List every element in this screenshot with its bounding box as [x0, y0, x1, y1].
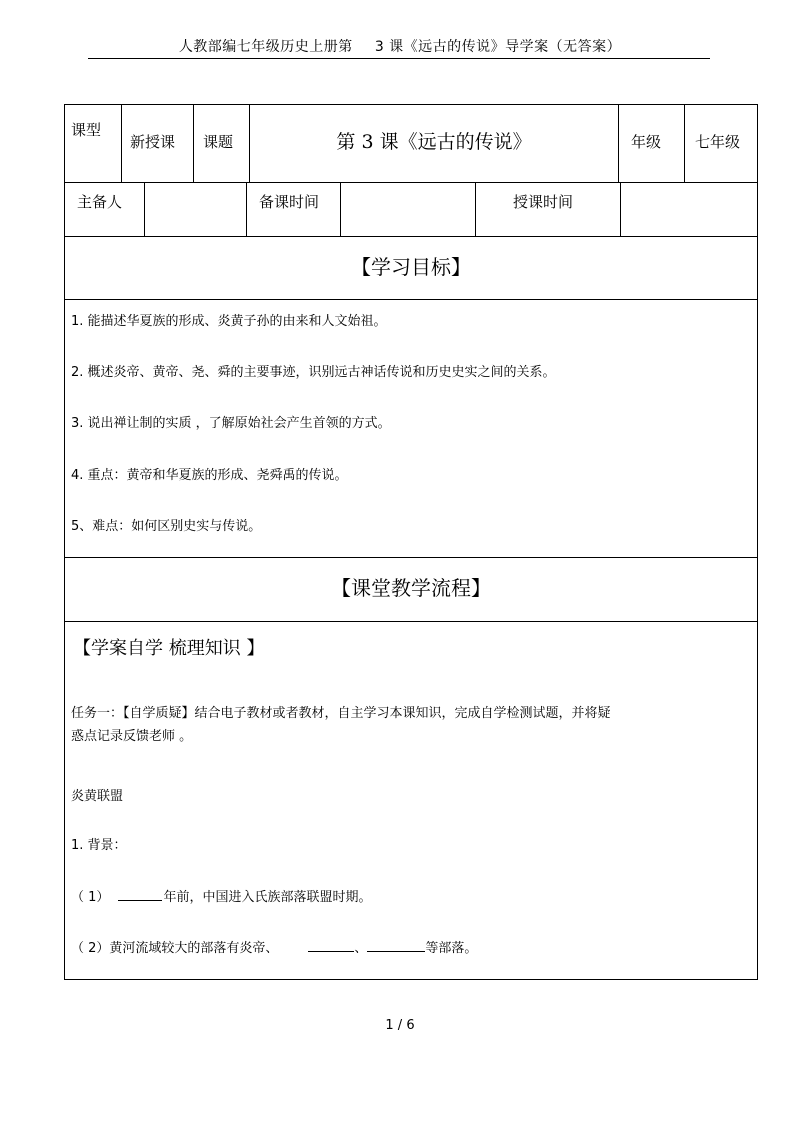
type-value-cell [122, 105, 194, 182]
question-2 [71, 937, 477, 956]
process-title: 【课堂教学流程】 [331, 576, 491, 600]
question-2-separator: 、 [354, 941, 368, 956]
task-line-1: 任务一：【自学质疑】结合电子教材或者教材，自主学习本课知识，完成自学检测试题，并将疑 [71, 706, 611, 721]
process-title-row [65, 558, 757, 622]
page-header [0, 36, 800, 56]
topic-label-cell [194, 105, 250, 182]
type-label: 课型 [71, 121, 102, 139]
header-right: 3 课《远古的传说》导学案（无答案） [374, 39, 622, 55]
grade-label: 年级 [631, 133, 662, 151]
self-study-subtitle: 【学案自学 梳理知识 】 [73, 638, 265, 659]
preparer-value-cell [145, 183, 247, 236]
prep-time-value-cell [341, 183, 476, 236]
objectives-title: 【学习目标】 [351, 255, 471, 279]
answer-blank[interactable] [308, 939, 354, 952]
type-label-cell [65, 105, 122, 182]
question-2-prefix: （ 2）黄河流域较大的部落有炎帝、 [71, 941, 279, 956]
teach-time-value-cell [621, 183, 757, 236]
topic-label: 课题 [203, 133, 234, 151]
info-row-2 [65, 183, 757, 237]
lesson-table [64, 104, 758, 980]
topic-value-cell [250, 105, 619, 182]
type-value: 新授课 [130, 133, 176, 151]
header-left: 人教部编七年级历史上册第 [178, 39, 353, 55]
question-1-prefix: （ 1） [71, 890, 110, 905]
objectives-title-row [65, 237, 757, 300]
answer-blank[interactable] [367, 939, 425, 952]
lesson-title: 第 3 课《远古的传说》 [336, 131, 532, 153]
preparer-label: 主备人 [77, 193, 123, 211]
objectives-list [65, 300, 757, 558]
objective-item: 1. 能描述华夏族的形成、炎黄子孙的由来和人文始祖。 [71, 314, 387, 329]
teach-time-label-cell [476, 183, 621, 236]
answer-blank[interactable] [118, 888, 162, 901]
process-body [65, 622, 757, 979]
question-2-suffix: 等部落。 [425, 941, 478, 956]
point-background: 1. 背景： [71, 838, 127, 853]
page-number: 1 / 6 [385, 1018, 415, 1033]
info-row-1 [65, 105, 757, 183]
teach-time-label: 授课时间 [513, 193, 574, 211]
header-rule [88, 58, 710, 59]
question-1-suffix: 年前，中国进入氏族部落联盟时期。 [163, 890, 372, 905]
objective-item: 5、难点：如何区别史实与传说。 [71, 519, 262, 534]
grade-value: 七年级 [695, 133, 741, 151]
objective-item: 4. 重点：黄帝和华夏族的形成、尧舜禹的传说。 [71, 468, 348, 483]
preparer-label-cell [65, 183, 145, 236]
section-heading: 炎黄联盟 [71, 789, 124, 804]
prep-time-label-cell [247, 183, 341, 236]
objective-item: 3. 说出禅让制的实质 ，了解原始社会产生首领的方式。 [71, 416, 391, 431]
prep-time-label: 备课时间 [259, 193, 320, 211]
grade-label-cell [619, 105, 685, 182]
grade-value-cell [685, 105, 757, 182]
question-1 [71, 886, 372, 905]
task-line-2: 惑点记录反馈老师 。 [71, 729, 193, 744]
objective-item: 2. 概述炎帝、黄帝、尧、舜的主要事迹，识别远古神话传说和历史史实之间的关系。 [71, 365, 556, 380]
